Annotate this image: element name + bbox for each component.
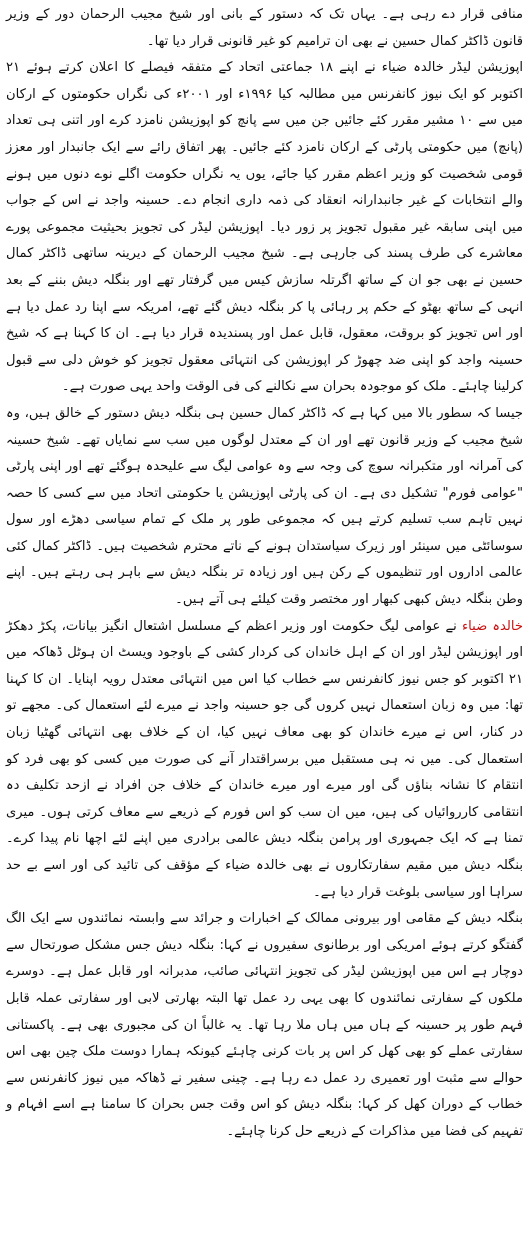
article-paragraph-2: اپوزیشن لیڈر خالدہ ضیاء نے اپنے ۱۸ جماعتی اتحاد کے متفقہ فیصلے کا اعلان کرتے ہوئے ۲۱ اکتوبر کو ایک نیوز کانفرنس میں مطالبہ کیا ۱۹۹۶ء اور ۲۰۰۱ء کی نگراں حکومتوں کے ارکان میں سے ۱۰ مشیر مقرر کئے جائیں جن میں سے پانچ کو اپوزیشن نامزد کرے اور اتنی ہی تعداد (پانچ) میں حکومتی پارٹی کے ارکان نامزد کئے جائیں۔ پھر اتفاق رائے سے ایک جانبدار اور معزز قومی شخصیت کو وزیر اعظم مقرر کیا جائے، یوں یہ نگراں حکومت اگلے نوے دنوں میں ہونے والے انتخابات کے غیر جانبدارانہ انعقاد کی ذمہ داری انجام دے۔ حسینہ واجد نے اس کے جواب میں اپنی سابقہ غیر مقبول تجویز پر زور دیا۔ اپوزیشن لیڈر کی تجویز بحیثیت مجموعی پورے معاشرے کی طرف پسند کی جارہی ہے۔ شیخ مجیب الرحمان کے دیرینہ ساتھی ڈاکٹر کمال حسین نے بھی جو ان کے ساتھ اگرتلہ سازش کیس میں گرفتار تھے اور بنگلہ دیش بننے کے بعد انہی کے ساتھ بھٹو کے حکم پر رہائی پا کر بنگلہ دیش گئے تھے، امریکہ سے اپنا رد عمل دیا ہے اور اس تجویز کو بروقت، معقول، قابل عمل اور پسندیدہ قرار دیا ہے۔ ان کا کہنا ہے کہ شیخ حسینہ واجد کو اپنی ضد چھوڑ کر اپوزیشن کی انتہائی معقول تجویز کو خوش دلی سے قبول کرلینا چاہئے۔ ملک کو موجودہ بحران سے نکالنے کی فی الوقت واحد یہی صورت ہے۔ [6,60,524,395]
article-paragraph-3: جیسا کہ سطور بالا میں کہا ہے کہ ڈاکٹر کمال حسین ہی بنگلہ دیش دستور کے خالق ہیں، وہ شیخ مجیب کے وزیر قانون تھے اور ان کے معتدل لوگوں میں سب سے نمایاں تھے۔ شیخ حسینہ کی آمرانہ اور متکبرانہ سوچ کی وجہ سے وہ عوامی لیگ سے علیحدہ ہوگئے تھے اور اپنی پارٹی "عوامی فورم" تشکیل دی ہے۔ ان کی پارٹی اپوزیشن یا حکومتی اتحاد میں سے کسی کا حصہ نہیں تاہم سب تسلیم کرتے ہیں کہ مجموعی طور پر ملک کے تمام سیاسی دھڑے اور سول سوسائٹی میں سینئر اور زیرک سیاستدان ہونے کے ناتے محترم شخصیت ہیں۔ ڈاکٹر کمال کئی عالمی اداروں اور تنظیموں کے رکن ہیں اور زیادہ تر بنگلہ دیش سے باہر ہی رہتے ہیں۔ اپنے وطن بنگلہ دیش کبھی کبھار اور مختصر وقت کیلئے ہی آتے ہیں۔ [6,405,523,608]
article-paragraph-4-text: نے عوامی لیگ حکومت اور وزیر اعظم کے مسلسل اشتعال انگیز بیانات، پکڑ دھکڑ اور اپوزیشن لیڈر اور ان کے اہل خاندان کی کردار کشی کے باوجود ویسٹ ان ہوٹل ڈھاکہ میں ۲۱ اکتوبر کو جس نیوز کانفرنس سے خطاب کیا اس میں انتہائی معتدل رویہ اپنایا۔ ان کا کہنا تھا: میں وہ زبان استعمال نہیں کروں گی جو حسینہ واجد نے میرے لئے استعمال کی۔ مجھے تو در کنار، اس نے میرے خاندان کو بھی معاف نہیں کیا، ان کے خلاف بھی انتہائی گھٹیا زبان استعمال کی۔ میں نہ ہی مستقبل میں برسراقتدار آنے کی صورت میں کسی کو بھی فرد کو انتقام کا نشانہ بناؤں گی اور میرے اور میرے خاندان کے خلاف جن افراد نے ازحد تکلیف دہ انتقامی کارروائیاں کی ہیں، میں ان سب کو اس فورم کے ذریعے سے معاف کرتی ہوں۔ میری تمنا ہے کہ ایک جمہوری اور پرامن بنگلہ دیش عالمی برادری میں اپنے لئے اچھا نام پیدا کرے۔ بنگلہ دیش میں مقیم سفارتکاروں نے بھی خالدہ ضیاء کے مؤقف کی تائید کی اور اسے بے حد سراہا اور سیاسی بلوغت قرار دیا ہے۔ [6,618,523,900]
article-paragraph-4 [6,614,523,907]
highlighted-name: خالدہ ضیاء [461,618,523,634]
article-paragraph-1: منافی قرار دے رہی ہے۔ یہاں تک کہ دستور کے بانی اور شیخ مجیب الرحمان دور کے وزیر قانون ڈاکٹر کمال حسین نے بھی ان ترامیم کو غیر قانونی قرار دیا تھا۔ [6,7,523,49]
article-paragraph-5: بنگلہ دیش کے مقامی اور بیرونی ممالک کے اخبارات و جرائد سے وابستہ نمائندوں سے ایک الگ گفتگو کرتے ہوئے امریکی اور برطانوی سفیروں نے کہا: بنگلہ دیش جس مشکل صورتحال سے دوچار ہے اس میں اپوزیشن لیڈر کی تجویز انتہائی صائب، مدبرانہ اور قابل عمل ہے۔ دوسرے ملکوں کے سفارتی نمائندوں کا بھی یہی رد عمل تھا البتہ بھارتی لابی اور سفارتی عملہ قابل فہم طور پر حسینہ کے ہاں میں ہاں ملا رہا تھا۔ یہ غالباً ان کی مجبوری بھی ہے۔ پاکستانی سفارتی عملے کو بھی کھل کر اس پر بات کرنی چاہئے کیونکہ ہمارا دوست ملک چین بھی اس حوالے سے مثبت اور تعمیری رد عمل دے رہا ہے۔ چینی سفیر نے ڈھاکہ میں نیوز کانفرنس سے خطاب کے دوران کھل کر کہا: بنگلہ دیش کو اس وقت جس بحران کا سامنا ہے اسے افہام و تفہیم کی فضا میں مذاکرات کے ذریعے حل کرنا چاہئے۔ [6,911,523,1139]
